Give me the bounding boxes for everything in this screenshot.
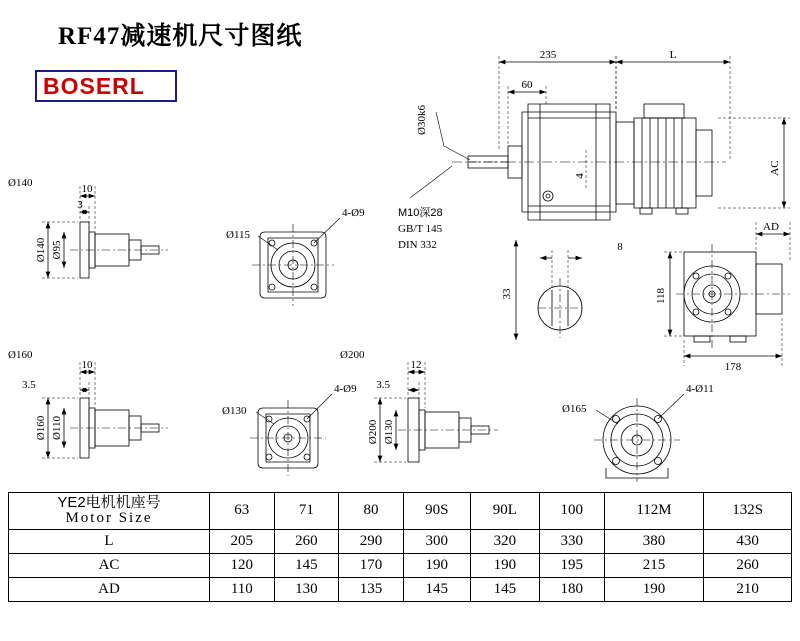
table-cell: 130 [274, 577, 339, 601]
table-col-header: 112M [604, 493, 704, 530]
table-header-line2: Motor Size [65, 509, 153, 526]
brand-logo-text: BOSERL [43, 73, 145, 99]
label-thread-note-2: GB/T 145 [398, 223, 443, 235]
dim-L [616, 56, 730, 160]
table-cell: 145 [470, 577, 539, 601]
label-dim-33: 33 [501, 288, 513, 300]
label-dim-8: 8 [617, 241, 623, 253]
table-cell: 190 [604, 577, 704, 601]
thread-note-leader [410, 166, 452, 198]
table-cell: 260 [274, 529, 339, 553]
label-dim-178: 178 [724, 361, 742, 373]
label-dim-L: L [669, 49, 677, 61]
table-row-label: AC [9, 553, 210, 577]
table-cell: 320 [470, 529, 539, 553]
label-dia-140-outer: Ø140 [8, 177, 33, 189]
motor-size-table [8, 492, 792, 602]
label-holes-4x9-r1: 4-Ø9 [342, 207, 365, 219]
dim-shaft-dia [436, 112, 470, 160]
table-row [9, 529, 792, 553]
table-col-header: 71 [274, 493, 339, 530]
table-cell: 300 [403, 529, 470, 553]
table-cell: 180 [539, 577, 604, 601]
table-cell: 210 [704, 577, 792, 601]
table-cell: 145 [274, 553, 339, 577]
table-cell: 190 [470, 553, 539, 577]
label-dim-35-r2c: 3.5 [376, 379, 390, 391]
motor-end-view [664, 222, 790, 366]
label-dia-160: Ø160 [35, 415, 47, 441]
flange-view-130-front [250, 394, 332, 476]
label-dia-95: Ø95 [51, 240, 63, 260]
dimension-labels [8, 49, 781, 444]
flange-view-160-side [42, 362, 168, 458]
table-cell: 215 [604, 553, 704, 577]
label-dia-165: Ø165 [562, 403, 587, 415]
label-dia-140: Ø140 [35, 237, 47, 263]
table-row [9, 577, 792, 601]
label-dim-10-r2: 10 [81, 359, 93, 371]
table-cell: 205 [210, 529, 275, 553]
label-dim-35-r2: 3.5 [22, 379, 36, 391]
table-header-row [9, 493, 792, 530]
flange-view-140-side [42, 186, 168, 278]
label-dim-118: 118 [655, 287, 667, 305]
label-holes-4x9-r2: 4-Ø9 [334, 383, 357, 395]
label-thread-note-1: M10深28 [398, 207, 443, 219]
label-dia-200-outer: Ø200 [340, 349, 365, 361]
table-cell: 330 [539, 529, 604, 553]
table-cell: 195 [539, 553, 604, 577]
table-header-cell [9, 493, 210, 530]
table-row [9, 553, 792, 577]
label-dia-130: Ø130 [222, 405, 247, 417]
table-col-header: 90S [403, 493, 470, 530]
table-cell: 260 [704, 553, 792, 577]
label-dia-130-c: Ø130 [383, 419, 395, 445]
table-cell: 380 [604, 529, 704, 553]
table-col-header: 100 [539, 493, 604, 530]
table-col-header: 80 [339, 493, 404, 530]
table-cell: 120 [210, 553, 275, 577]
page-title: RF47减速机尺寸图纸 [58, 23, 303, 50]
dim-235 [499, 56, 616, 150]
table-cell: 430 [704, 529, 792, 553]
label-holes-4x11: 4-Ø11 [686, 383, 714, 395]
table-cell: 135 [339, 577, 404, 601]
table-row-label: L [9, 529, 210, 553]
table-cell: 190 [403, 553, 470, 577]
table-cell: 290 [339, 529, 404, 553]
label-shaft-dia: Ø30k6 [416, 105, 428, 135]
label-dim-4: 4 [574, 173, 586, 179]
label-dia-115: Ø115 [226, 229, 251, 241]
label-dia-160-outer: Ø160 [8, 349, 33, 361]
table-header-line1: YE2电机机座号 [57, 494, 161, 511]
label-dia-200: Ø200 [367, 419, 379, 445]
table-cell: 145 [403, 577, 470, 601]
label-dim-AD: AD [763, 221, 779, 233]
label-dia-110: Ø110 [51, 415, 63, 441]
label-dim-AC: AC [769, 160, 781, 176]
label-thread-note-3: DIN 332 [398, 239, 437, 251]
table-cell: 110 [210, 577, 275, 601]
label-dim-12: 12 [410, 359, 422, 371]
label-dim-60: 60 [521, 79, 533, 91]
label-dim-10-r1: 10 [81, 183, 93, 195]
table-col-header: 63 [210, 493, 275, 530]
flange-view-165-front [594, 394, 684, 482]
keyway-section-view [516, 240, 582, 340]
table-row-label: AD [9, 577, 210, 601]
table-col-header: 90L [470, 493, 539, 530]
label-dim-235: 235 [539, 49, 557, 61]
label-dim-3-r1: 3 [77, 199, 83, 211]
table-cell: 170 [339, 553, 404, 577]
flange-view-115-front [252, 218, 340, 306]
gearbox-main-view [452, 104, 726, 220]
table-col-header: 132S [704, 493, 792, 530]
flange-view-200-side [374, 362, 498, 462]
